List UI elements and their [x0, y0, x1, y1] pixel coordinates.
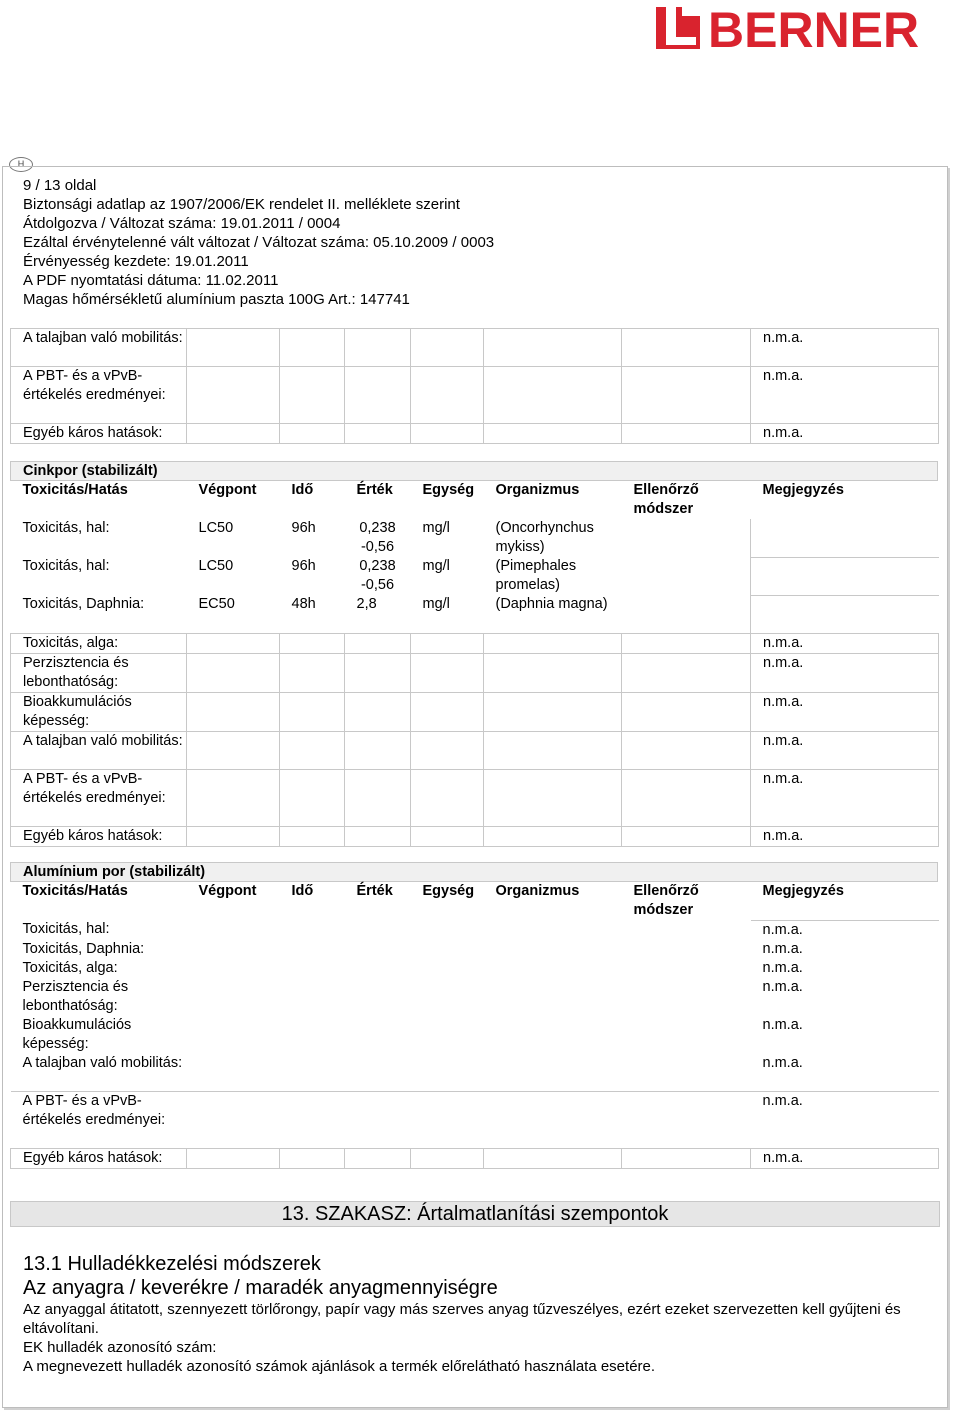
row-value: n.m.a. — [751, 367, 939, 424]
col-header: Egység — [422, 482, 475, 498]
zinc-section — [10, 461, 938, 847]
row-label: Perzisztencia és lebonthatóság: — [22, 978, 129, 1014]
logo-text: BERNER — [708, 3, 920, 51]
row-value: n.m.a. — [751, 653, 939, 692]
effect-cell: Toxicitás, Daphnia: — [22, 596, 145, 612]
section-13-body — [23, 1252, 923, 1376]
table-row — [11, 595, 939, 633]
row-label: A PBT- és a vPvB-értékelés eredményei: — [11, 769, 187, 826]
row-label: Egyéb káros hatások: — [11, 424, 187, 444]
page-number: 9 / 13 oldal — [23, 177, 97, 194]
table-row — [11, 653, 939, 692]
table-row — [11, 978, 939, 1016]
effect-cell: Toxicitás, hal: — [22, 520, 110, 536]
row-value: n.m.a. — [762, 1016, 803, 1033]
paragraph: A megnevezett hulladék azonosító számok ajánlások a termék előrelátható használata esetére. — [23, 1358, 656, 1375]
value-cell: 2,8 — [356, 596, 377, 612]
product-line: Magas hőmérsékletű alumínium paszta 100G Art.: 147741 — [23, 291, 410, 308]
row-label: A talajban való mobilitás: — [11, 329, 187, 367]
row-value: n.m.a. — [762, 959, 803, 976]
col-header: Megjegyzés — [762, 482, 844, 498]
row-label: Toxicitás, Daphnia: — [22, 940, 145, 957]
organism-cell: (Oncorhynchus mykiss) — [495, 520, 594, 555]
endpoint-cell: LC50 — [198, 558, 234, 574]
aluminium-section — [10, 862, 938, 1169]
col-header: Organizmus — [495, 883, 580, 899]
unit-cell: mg/l — [422, 520, 450, 536]
row-label: Toxicitás, alga: — [11, 633, 187, 653]
row-label: A PBT- és a vPvB-értékelés eredményei: — [11, 367, 187, 424]
row-value: n.m.a. — [751, 1092, 939, 1149]
col-header: Idő — [291, 482, 314, 498]
row-value: n.m.a. — [762, 978, 803, 995]
organism-cell: (Pimephales promelas) — [495, 558, 577, 593]
col-header: Egység — [422, 883, 475, 899]
col-header: Ellenőrző módszer — [633, 883, 699, 918]
berner-logo — [656, 3, 958, 51]
unit-cell: mg/l — [422, 596, 450, 612]
row-value: n.m.a. — [751, 731, 939, 769]
col-header: Érték — [356, 482, 393, 498]
column-headers — [11, 882, 939, 920]
col-header: Végpont — [198, 482, 257, 498]
section-13-title: 13. SZAKASZ: Ártalmatlanítási szempontok — [10, 1201, 940, 1227]
time-cell: 96h — [291, 520, 316, 536]
header-line: Biztonsági adatlap az 1907/2006/EK rendelet II. melléklete szerint — [23, 196, 460, 213]
table-row — [11, 557, 939, 595]
row-label: Toxicitás, hal: — [22, 921, 110, 937]
column-headers — [11, 481, 939, 519]
value-cell: 0,238 -0,56 — [359, 520, 396, 555]
table-row — [11, 940, 939, 959]
table-row — [11, 424, 939, 444]
row-value: n.m.a. — [751, 1149, 939, 1169]
row-value: n.m.a. — [762, 921, 803, 938]
organism-cell: (Daphnia magna) — [495, 596, 608, 612]
table-row — [11, 692, 939, 731]
row-label: Perzisztencia és lebonthatóság: — [11, 653, 187, 692]
table-row — [11, 1092, 939, 1149]
row-value: n.m.a. — [762, 940, 803, 957]
header-line: Érvényesség kezdete: 19.01.2011 — [23, 253, 249, 270]
table-row — [11, 731, 939, 769]
table-row — [11, 367, 939, 424]
row-value: n.m.a. — [751, 633, 939, 653]
row-label: Egyéb káros hatások: — [11, 1149, 187, 1169]
endpoint-cell: EC50 — [198, 596, 235, 612]
table-row — [11, 920, 939, 940]
paragraph: Az anyaggal átitatott, szennyezett törlőrongy, papír vagy más szerves anyag tűzveszélyes, ezért ezeket szervezetten kell gyűjteni és eltávolítani. — [23, 1301, 901, 1337]
col-header: Érték — [356, 883, 393, 899]
language-badge: H — [9, 157, 33, 172]
subsection-title: 13.1 Hulladékkezelési módszerek — [23, 1253, 321, 1275]
row-label: A talajban való mobilitás: — [22, 1054, 183, 1071]
row-value: n.m.a. — [751, 769, 939, 826]
unit-cell: mg/l — [422, 558, 450, 574]
table-row — [11, 1016, 939, 1054]
continued-table — [10, 328, 938, 444]
table-row — [11, 1149, 939, 1169]
row-value: n.m.a. — [751, 424, 939, 444]
table-row — [11, 519, 939, 557]
row-value: n.m.a. — [751, 692, 939, 731]
value-cell: 0,238 -0,56 — [359, 558, 396, 593]
aluminium-title: Alumínium por (stabilizált) — [10, 862, 938, 882]
row-value: n.m.a. — [751, 826, 939, 846]
col-header: Toxicitás/Hatás — [22, 482, 128, 498]
header-line: A PDF nyomtatási dátuma: 11.02.2011 — [23, 272, 279, 289]
table-row — [11, 959, 939, 978]
col-header: Megjegyzés — [751, 882, 939, 920]
table-row — [11, 329, 939, 367]
table-row — [11, 633, 939, 653]
col-header: Toxicitás/Hatás — [22, 883, 128, 899]
col-header: Idő — [291, 883, 314, 899]
row-label: Egyéb káros hatások: — [11, 826, 187, 846]
row-label: Bioakkumulációs képesség: — [11, 692, 187, 731]
paragraph: EK hulladék azonosító szám: — [23, 1339, 217, 1356]
col-header: Organizmus — [495, 482, 580, 498]
row-value: n.m.a. — [751, 329, 939, 367]
header-line: Ezáltal érvénytelenné vált változat / Változat száma: 05.10.2009 / 0003 — [23, 234, 495, 251]
col-header: Végpont — [198, 883, 257, 899]
row-label: A PBT- és a vPvB-értékelés eredményei: — [11, 1092, 187, 1149]
table-row — [11, 769, 939, 826]
zinc-title: Cinkpor (stabilizált) — [10, 461, 938, 481]
endpoint-cell: LC50 — [198, 520, 234, 536]
row-label: Toxicitás, alga: — [22, 959, 118, 976]
subsection-subtitle: Az anyagra / keverékre / maradék anyagmennyiségre — [23, 1277, 498, 1299]
table-row — [11, 826, 939, 846]
document-header — [23, 176, 494, 309]
time-cell: 48h — [291, 596, 316, 612]
table-row — [11, 1054, 939, 1092]
row-label: A talajban való mobilitás: — [11, 731, 187, 769]
col-header: Ellenőrző módszer — [633, 482, 699, 517]
row-label: Bioakkumulációs képesség: — [22, 1016, 132, 1052]
effect-cell: Toxicitás, hal: — [22, 558, 110, 574]
time-cell: 96h — [291, 558, 316, 574]
header-line: Átdolgozva / Változat száma: 19.01.2011 / 0004 — [23, 215, 341, 232]
row-value: n.m.a. — [762, 1054, 803, 1071]
